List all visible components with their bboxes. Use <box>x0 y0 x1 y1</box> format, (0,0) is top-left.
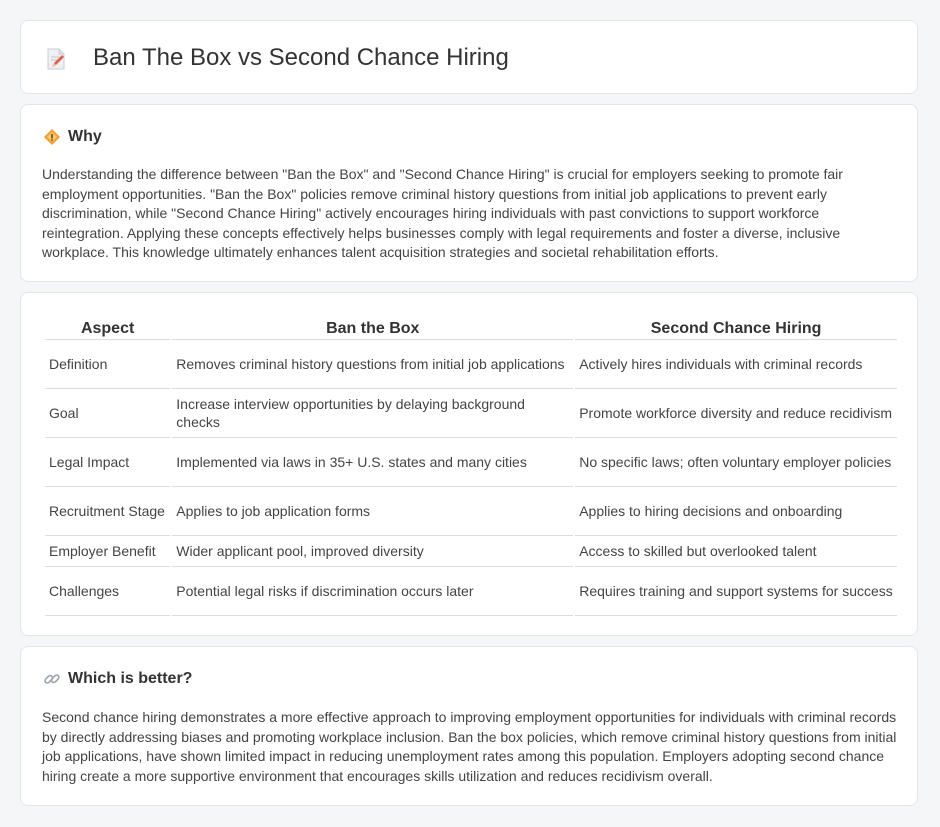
why-text: Understanding the difference between "Ban the Box" and "Second Chance Hiring" is crucial for employers seeking to promote fair employment opportunities. "Ban the Box" policies remove criminal history questions from initial job applications to prevent early discrimination, while "Second Chance Hiring" actively encourages hiring individuals with past convictions to support workforce reintegration. Applying these concepts effectively helps businesses comply with legal requirements and foster a diverse, inclusive workplace. This knowledge ultimately enhances talent acquisition strategies and societal rehabilitation efforts. <box>42 166 843 261</box>
row-second-chance: Requires training and support systems for success <box>575 567 897 616</box>
header-second-chance: Second Chance Hiring <box>575 316 897 340</box>
which-is-better-section <box>20 646 918 806</box>
row-aspect: Employer Benefit <box>45 536 170 567</box>
row-second-chance: Promote workforce diversity and reduce recidivism <box>575 389 897 438</box>
row-ban-the-box: Potential legal risks if discrimination occurs later <box>172 567 573 616</box>
table-row <box>45 438 897 487</box>
row-aspect: Definition <box>45 340 170 389</box>
why-title: Why <box>68 128 102 145</box>
row-ban-the-box: Wider applicant pool, improved diversity <box>172 536 573 567</box>
comparison-section <box>20 292 918 636</box>
row-ban-the-box: Implemented via laws in 35+ U.S. states and many cities <box>172 438 573 487</box>
row-second-chance: No specific laws; often voluntary employer policies <box>575 438 897 487</box>
document-edit-icon <box>45 47 67 71</box>
header-card <box>20 20 918 94</box>
row-second-chance: Actively hires individuals with criminal records <box>575 340 897 389</box>
table-row <box>45 487 897 536</box>
table-row <box>45 536 897 567</box>
row-ban-the-box: Applies to job application forms <box>172 487 573 536</box>
row-aspect: Goal <box>45 389 170 438</box>
header-aspect: Aspect <box>45 316 170 340</box>
row-aspect: Recruitment Stage <box>45 487 170 536</box>
which-is-better-title: Which is better? <box>68 670 193 687</box>
row-second-chance: Applies to hiring decisions and onboarding <box>575 487 897 536</box>
which-is-better-text: Second chance hiring demonstrates a more effective approach to improving employment opportunities for individuals with criminal records by directly addressing biases and promoting workplace inclusion. Ban the box policies, which remove criminal history questions from initial job applications, have shown limited impact in reducing unemployment rates among this population. Employers adopting second chance hiring create a more supportive environment that encourages skills utilization and reduces recidivism overall. <box>42 709 897 784</box>
row-ban-the-box: Removes criminal history questions from initial job applications <box>172 340 573 389</box>
table-row <box>45 567 897 616</box>
header-ban-the-box: Ban the Box <box>172 316 573 340</box>
table-header-row <box>45 316 897 340</box>
table-row <box>45 389 897 438</box>
row-aspect: Legal Impact <box>45 438 170 487</box>
comparison-table <box>43 316 899 616</box>
link-icon <box>43 670 61 688</box>
table-row <box>45 340 897 389</box>
row-ban-the-box: Increase interview opportunities by delaying background checks <box>172 389 573 438</box>
row-aspect: Challenges <box>45 567 170 616</box>
why-section <box>20 104 918 282</box>
row-second-chance: Access to skilled but overlooked talent <box>575 536 897 567</box>
page-title: Ban The Box vs Second Chance Hiring <box>93 44 509 71</box>
diamond-warning-icon <box>43 128 61 146</box>
